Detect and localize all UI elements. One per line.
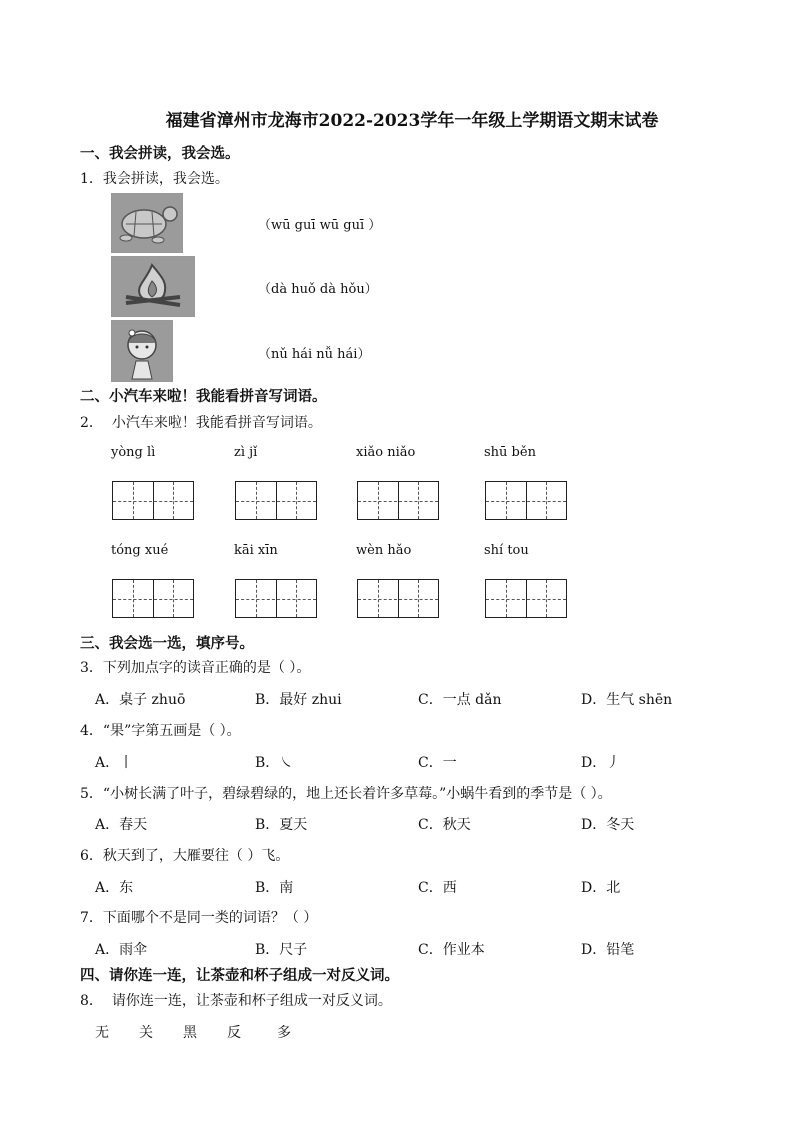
pinyin-7: wèn hǎo [356, 543, 412, 558]
option-a[interactable]: A．春天 [95, 817, 148, 833]
word-4[interactable]: 反 [227, 1025, 241, 1041]
question-text: 下面哪个不是同一类的词语？（ ） [102, 910, 318, 926]
question-text: 秋天到了，大雁要往（ ）飞。 [102, 848, 290, 864]
question-5 [80, 783, 612, 803]
question-number: 8． [80, 993, 103, 1009]
writing-grid[interactable] [357, 579, 439, 618]
writing-grid[interactable] [235, 481, 317, 520]
option-c[interactable]: C．一点 dǎn [418, 692, 502, 708]
question-number: 5． [80, 786, 103, 802]
option-a[interactable]: A．桌子 zhuō [95, 692, 186, 708]
option-c[interactable]: C．一 [418, 755, 457, 771]
writing-grid[interactable] [112, 481, 194, 520]
question-text: 下列加点字的读音正确的是（ ）。 [102, 660, 311, 676]
option-d[interactable]: D．铅笔 [581, 942, 635, 958]
option-d[interactable]: D．冬天 [581, 817, 635, 833]
choice-3: （nǔ hái nǚ hái） [258, 347, 371, 362]
question-1 [80, 168, 229, 188]
question-text: “果”字第五画是（ ）。 [102, 723, 241, 739]
option-b[interactable]: B．最好 zhui [255, 692, 342, 708]
question-number: 1． [80, 171, 103, 187]
option-b[interactable]: B．㇏ [255, 755, 294, 771]
page-title: 福建省漳州市龙海市2022-2023学年一年级上学期语文期末试卷 [165, 111, 659, 131]
writing-grid[interactable] [235, 579, 317, 618]
pinyin-2: zì jǐ [234, 445, 258, 460]
question-number: 4． [80, 723, 103, 739]
question-number: 2． [80, 415, 103, 431]
writing-grid[interactable] [112, 579, 194, 618]
question-3 [80, 657, 310, 677]
option-d[interactable]: D．丿 [581, 755, 621, 771]
question-number: 3． [80, 660, 103, 676]
pinyin-3: xiǎo niǎo [356, 445, 416, 460]
pinyin-5: tóng xué [111, 543, 169, 558]
option-c[interactable]: C．作业本 [418, 942, 485, 958]
question-7 [80, 907, 317, 927]
option-a[interactable]: A．雨伞 [95, 942, 148, 958]
pinyin-4: shū běn [484, 445, 536, 460]
question-2 [80, 412, 322, 432]
question-text: “小树长满了叶子，碧绿碧绿的，地上还长着许多草莓。”小蜗牛看到的季节是（ ）。 [102, 786, 612, 802]
pinyin-1: yòng lì [111, 445, 156, 460]
pinyin-8: shí tou [484, 543, 529, 558]
question-4 [80, 720, 241, 740]
word-2[interactable]: 关 [139, 1025, 153, 1041]
fire-picture [111, 256, 195, 317]
section-1-heading: 一、我会拼读，我会选。 [80, 145, 240, 162]
question-number: 7． [80, 910, 103, 926]
turtle-picture [111, 193, 183, 253]
option-a[interactable]: A．东 [95, 880, 134, 896]
question-text: 请你连一连，让茶壶和杯子组成一对反义词。 [111, 993, 392, 1009]
girl-picture [111, 320, 173, 382]
question-6 [80, 845, 289, 865]
option-c[interactable]: C．秋天 [418, 817, 471, 833]
option-a[interactable]: A．丨 [95, 755, 134, 771]
section-4-heading: 四、请你连一连，让茶壶和杯子组成一对反义词。 [80, 967, 399, 984]
choice-1: （wū guī wū guī ） [258, 218, 382, 233]
writing-grid[interactable] [485, 579, 567, 618]
option-c[interactable]: C．西 [418, 880, 457, 896]
section-3-heading: 三、我会选一选，填序号。 [80, 635, 254, 652]
pinyin-6: kāi xīn [234, 543, 278, 558]
option-b[interactable]: B．夏天 [255, 817, 308, 833]
option-d[interactable]: D．生气 shēn [581, 692, 673, 708]
option-b[interactable]: B．尺子 [255, 942, 308, 958]
option-b[interactable]: B．南 [255, 880, 294, 896]
writing-grid[interactable] [357, 481, 439, 520]
option-d[interactable]: D．北 [581, 880, 621, 896]
section-2-heading: 二、小汽车来啦！我能看拼音写词语。 [80, 388, 327, 405]
question-text: 小汽车来啦！我能看拼音写词语。 [111, 415, 322, 431]
word-3[interactable]: 黑 [183, 1025, 197, 1041]
choice-2: （dà huǒ dà hǒu） [258, 282, 378, 297]
question-text: 我会拼读，我会选。 [102, 171, 229, 187]
word-5[interactable]: 多 [277, 1025, 291, 1041]
question-number: 6． [80, 848, 103, 864]
word-1[interactable]: 无 [95, 1025, 109, 1041]
writing-grid[interactable] [485, 481, 567, 520]
question-8 [80, 990, 392, 1010]
